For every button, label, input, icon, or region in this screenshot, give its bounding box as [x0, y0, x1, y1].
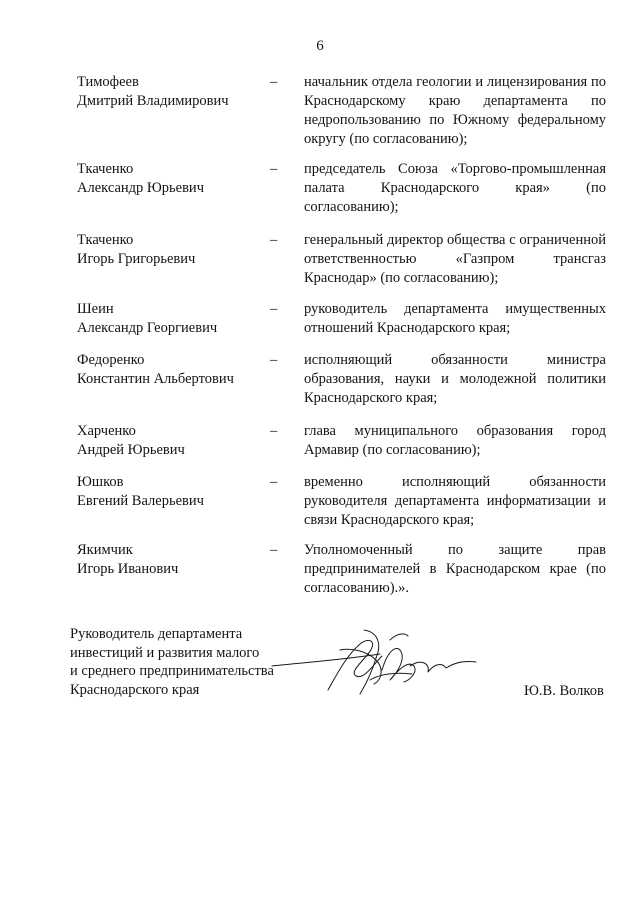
dash-separator: – [270, 74, 278, 90]
member-surname: Ткаченко [77, 232, 134, 248]
member-surname: Ткаченко [77, 161, 134, 177]
member-given-name: Андрей Юрьевич [77, 442, 185, 458]
page-number: 6 [316, 38, 324, 54]
member-given-name: Александр Юрьевич [77, 180, 204, 196]
dash-separator: – [270, 232, 278, 248]
member-surname: Юшков [77, 474, 124, 490]
member-position: глава муниципального образования город Армавир (по согласованию); [304, 423, 606, 458]
signature-block [0, 625, 640, 715]
signatory-name: Ю.В. Волков [524, 683, 604, 699]
member-surname: Тимофеев [77, 74, 139, 90]
dash-separator: – [270, 474, 278, 490]
signatory-title-line: Руководитель департамента [70, 626, 243, 642]
signatory-title-line: Краснодарского края [70, 681, 200, 698]
member-given-name: Дмитрий Владимирович [77, 93, 229, 109]
member-surname: Федоренко [77, 352, 145, 368]
dash-separator: – [270, 352, 278, 368]
dash-separator: – [270, 161, 278, 177]
member-given-name: Константин Альбертович [77, 371, 234, 387]
member-position: руководитель департамента имущественных отношений Краснодарского края; [304, 301, 606, 336]
signatory-title-line: инвестиций и развития малого [70, 644, 260, 661]
dash-separator: – [270, 542, 278, 558]
member-surname: Шеин [77, 301, 114, 317]
member-position: председатель Союза «Торгово-промышленная палата Краснодарского края» (по согласованию); [304, 161, 606, 215]
dash-separator: – [270, 301, 278, 317]
member-surname: Харченко [77, 423, 136, 439]
signatory-title-line: и среднего предпринимательства [70, 663, 274, 679]
member-surname: Якимчик [77, 542, 133, 558]
member-position: генеральный директор общества с ограниченной ответственностью «Газпром трансгаз Краснодар» (по согласованию); [304, 232, 606, 286]
member-position: исполняющий обязанности министра образования, науки и молодежной политики Краснодарского края; [304, 352, 606, 406]
member-position: временно исполняющий обязанности руководителя департамента информатизации и связи Краснодарского края; [304, 474, 606, 528]
handwritten-signature [270, 620, 520, 700]
member-given-name: Игорь Иванович [77, 561, 179, 577]
member-given-name: Игорь Григорьевич [77, 251, 196, 267]
member-given-name: Евгений Валерьевич [77, 493, 204, 509]
member-given-name: Александр Георгиевич [77, 320, 218, 336]
member-position: начальник отдела геологии и лицензирования по Краснодарскому краю департамента по недропользованию по Южному федеральному округу (по согласованию); [304, 74, 606, 147]
member-position: Уполномоченный по защите прав предпринимателей в Краснодарском крае (по согласованию).». [304, 542, 606, 596]
dash-separator: – [270, 423, 278, 439]
